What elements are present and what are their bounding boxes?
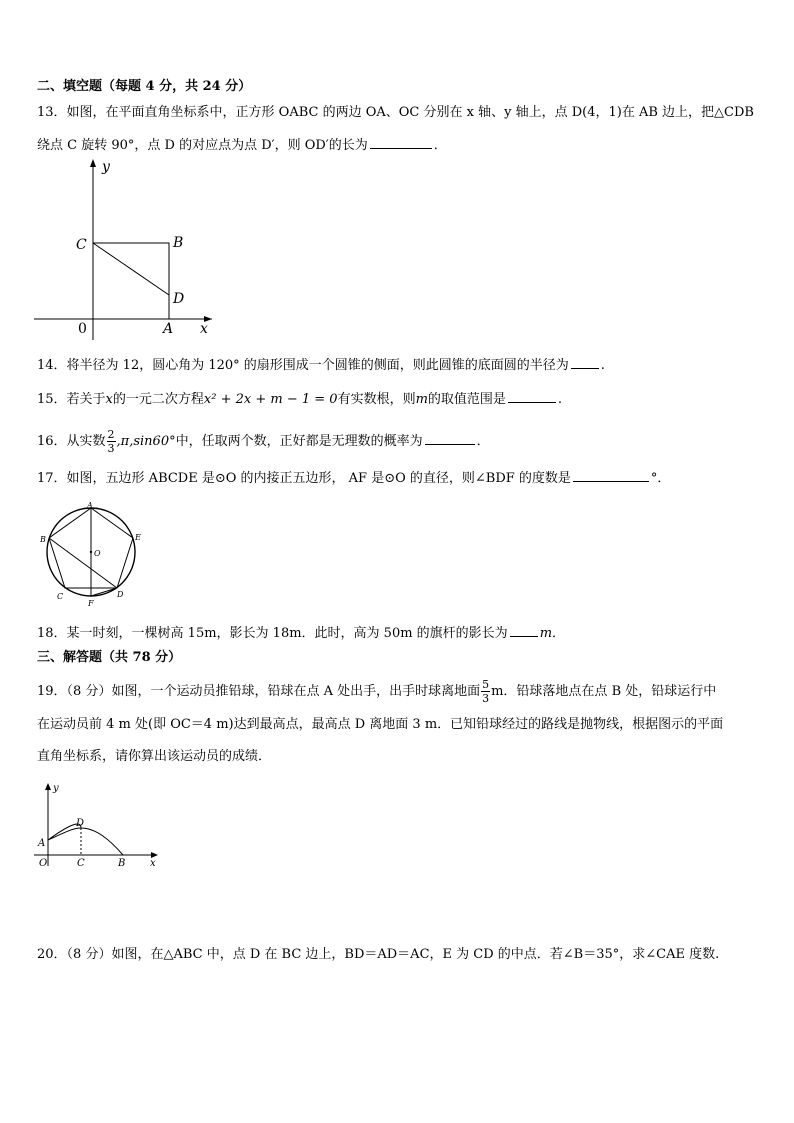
q14-text: 14．将半径为 12，圆心角为 120° 的扇形围成一个圆锥的侧面，则此圆锥的底面圆的半径为 [37, 358, 569, 373]
q18-unit: m [539, 626, 553, 641]
q17-figure [36, 500, 146, 612]
label-d: D [173, 291, 185, 307]
q13-line2 [37, 135, 447, 155]
q14-line [37, 355, 605, 375]
q16-end: ． [476, 434, 490, 449]
label-y: y [102, 159, 110, 175]
label-x: x [150, 858, 156, 869]
q19-fraction [481, 678, 490, 705]
label-a: A [38, 838, 46, 849]
q13-answer-blank[interactable] [370, 135, 432, 149]
q19-frac-den: 3 [482, 692, 490, 705]
label-a: A [87, 501, 93, 510]
label-c: C [77, 858, 85, 869]
square-edges [93, 243, 169, 319]
q15-post2: 的取值范围是 [427, 392, 506, 407]
q16-pre: 16．从实数 [37, 434, 106, 449]
q17-answer-blank[interactable] [573, 468, 649, 482]
segment-df [91, 588, 117, 596]
parabola-path [48, 824, 123, 855]
q13-end: ． [433, 138, 447, 153]
label-c: C [57, 592, 64, 601]
label-a: A [163, 321, 174, 337]
q16-answer-blank[interactable] [425, 431, 475, 445]
label-o: 0 [78, 321, 87, 337]
q18-end: ． [552, 626, 566, 641]
q13-line1: 13．如图，在平面直角坐标系中，正方形 OABC 的两边 OA、OC 分别在 x 轴、y 轴上，点 D(4，1)在 AB 边上，把△CDB [37, 105, 754, 120]
q19-figure [34, 780, 164, 870]
q15-answer-blank[interactable] [508, 389, 556, 403]
q20-line: 20．（8 分）如图，在△ABC 中，点 D 在 BC 边上，BD＝AD＝AC，E 为 CD 的中点．若∠B＝35°，求∠CAE 度数. [37, 947, 720, 962]
label-d: D [76, 818, 85, 829]
q15-pre: 15．若关于 [37, 392, 106, 407]
center-point [90, 551, 92, 553]
q18-line [37, 623, 565, 643]
q19-pre: 19．（8 分）如图，一个运动员推铅球，铅球在点 A 处出手，出手时球离地面 [37, 684, 481, 699]
label-b: B [40, 535, 46, 544]
label-b: B [173, 235, 184, 251]
q13-figure [34, 155, 224, 345]
q15-mid: 的一元二次方程 [112, 392, 204, 407]
label-o: O [94, 549, 101, 558]
label-e: E [135, 533, 141, 542]
q19-post: m．铅球落地点在点 B 处，铅球运行中 [491, 684, 717, 699]
section-heading-fill-blank: 二、填空题（每题 4 分，共 24 分） [37, 79, 252, 94]
label-o: O [39, 858, 48, 869]
label-y: y [53, 783, 59, 794]
q18-text: 18．某一时刻，一棵树高 15m，影长为 18m．此时，高为 50m 的旗杆的影长为 [37, 626, 508, 641]
q16-post: 中，任取两个数，正好都是无理数的概率为 [175, 434, 423, 449]
q19-line1 [37, 678, 716, 705]
q15-post: 有实数根，则 [337, 392, 416, 407]
q19-line2: 在运动员前 4 m 处(即 OC＝4 m)达到最高点，最高点 D 离地面 3 m．已知铅球经过的路线是抛物线，根据图示的平面 [37, 717, 724, 732]
segment-bd [49, 538, 117, 588]
y-axis-arrow-icon [45, 783, 51, 790]
label-f: F [88, 599, 94, 608]
q14-answer-blank[interactable] [571, 355, 599, 369]
q17-end: °． [650, 471, 671, 486]
q16-line [37, 428, 490, 455]
q17-line [37, 468, 670, 488]
q18-answer-blank[interactable] [510, 623, 538, 637]
q14-end: . [600, 358, 605, 373]
q15-line [37, 389, 562, 409]
section-heading-solve: 三、解答题（共 78 分） [37, 650, 182, 665]
q16-frac-num: 2 [107, 428, 115, 441]
segment-cd [93, 243, 169, 295]
q19-line3: 直角坐标系，请你算出该运动员的成绩． [37, 749, 272, 764]
label-c: C [76, 237, 87, 253]
q15-var-m: m [415, 392, 428, 407]
label-d: D [117, 590, 124, 599]
q17-text: 17．如图，五边形 ABCDE 是⊙O 的内接正五边形， AF 是⊙O 的直径，则∠BDF 的度数是 [37, 471, 571, 486]
q13-line2-text: 绕点 C 旋转 90°，点 D 的对应点为点 D′，则 OD′的长为 [37, 138, 368, 153]
y-axis-arrow-icon [90, 159, 96, 167]
q16-frac-den: 3 [107, 442, 115, 455]
q15-var-x: x [105, 392, 113, 407]
q19-frac-num: 5 [482, 678, 490, 691]
q16-fraction [107, 428, 116, 455]
label-b: B [118, 858, 126, 869]
q16-list: ,π,sin60° [116, 434, 176, 449]
q15-equation: x² + 2x + m − 1 = 0 [203, 392, 338, 407]
q15-end: . [557, 392, 563, 407]
label-x: x [200, 321, 208, 337]
